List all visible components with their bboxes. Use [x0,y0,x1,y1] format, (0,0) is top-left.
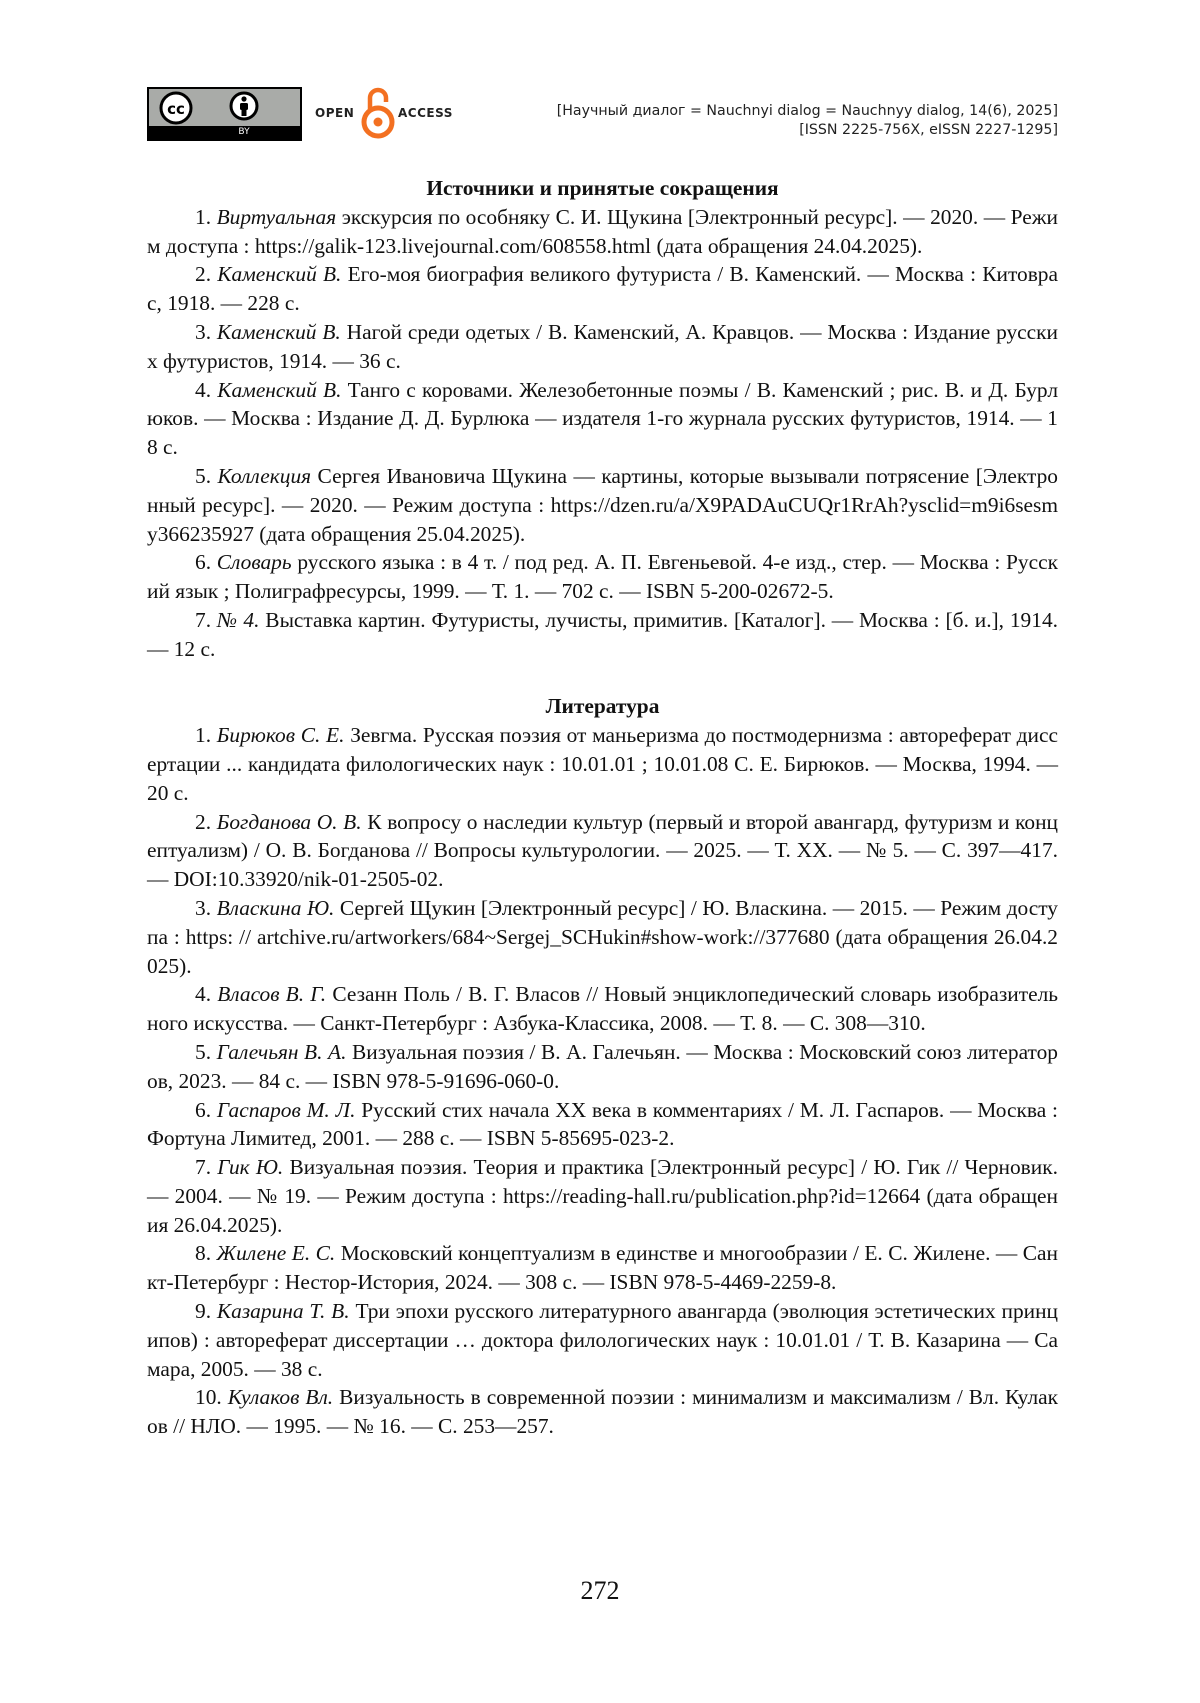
page-number: 272 [580,1576,620,1605]
entry-text: Зевгма. Русская поэзия от маньеризма до постмодернизма : автореферат диссертации ... кандидата филологических наук : 10.01.01 ; 10.01.08 С. Е. Бирюков. — Москва, 1994. — 20 с. [147,723,1058,805]
sources-entry [147,376,1058,462]
sources-list [147,203,1058,664]
cc-by-license-badge[interactable] [147,87,302,141]
sources-entry [147,260,1058,318]
entry-text: Его-моя биография великого футуриста / В. Каменский. — Москва : Китоврас, 1918. — 228 с. [147,262,1058,316]
literature-entry [147,808,1058,894]
open-label: OPEN [315,106,355,120]
main-content [147,174,1058,1441]
entry-number: 1. [195,204,212,229]
entry-number: 2. [195,809,212,834]
entry-author: Галечьян В. А. [216,1039,347,1064]
entry-number: 8. [195,1241,212,1266]
literature-heading: Литература [545,694,660,719]
entry-text: К вопросу о наследии культур (первый и второй авангард, футуризм и концептуализм) / О. В. Богданова // Вопросы культурологии. — 2025. — Т. XX. — № 5. — С. 397—417. — DOI:10.33920/nik-01-2505-02. [147,809,1058,892]
entry-text: Выставка картин. Футуристы, лучисты, примитив. [Каталог]. — Москва : [б. и.], 1914. — 12 с. [147,607,1058,661]
sources-entry [147,548,1058,606]
entry-author: Жилене Е. С. [216,1241,336,1266]
entry-author: Кулаков Вл. [227,1385,334,1410]
literature-entry [147,1153,1058,1239]
literature-entry [147,894,1058,980]
entry-text: Русский стих начала XX века в комментариях / М. Л. Гаспаров. — Москва : Фортуна Лимитед, 2001. — 288 с. — ISBN 5-85695-023-2. [147,1097,1058,1151]
entry-author: Гаспаров М. Л. [216,1097,356,1122]
entry-number: 5. [195,1039,212,1064]
sources-entry [147,462,1058,548]
access-label: ACCESS [398,106,453,120]
entry-number: 1. [195,723,212,748]
literature-entry [147,1239,1058,1297]
license-by-label: BY [238,127,250,137]
entry-text: Танго с коровами. Железобетонные поэмы / В. Каменский ; рис. В. и Д. Бурлюков. — Москва : Издание Д. Д. Бурлюка — издателя 1-го журнала русских футуристов, 1914. — 18 с. [147,377,1058,460]
entry-author: Словарь [216,550,292,575]
entry-number: 4. [195,377,212,402]
entry-number: 7. [195,1155,212,1180]
entry-number: 2. [195,262,212,287]
sources-entry [147,606,1058,664]
entry-text: экскурсия по особняку С. И. Щукина [Электронный ресурс]. — 2020. — Режим доступа : https://galik-123.livejournal.com/608558.html (дата обращения 24.04.2025). [147,204,1058,258]
entry-author: Виртуальная [216,204,337,229]
entry-text: Сергея Ивановича Щукина — картины, которые вызывали потрясение [Электронный ресурс]. — 2020. — Режим доступа : https://dzen.ru/a/X9PADAuCUQr1RrAh?ysclid=m9i6sesmy366235927 (дата обращения 25.04.2025). [147,463,1058,546]
entry-number: 3. [195,895,212,920]
entry-text: Нагой среди одетых / В. Каменский, А. Кравцов. — Москва : Издание русских футуристов, 1914. — 36 с. [147,319,1059,373]
svg-text:cc: cc [167,100,185,118]
literature-list [147,721,1058,1441]
entry-text: Визуальная поэзия. Теория и практика [Электронный ресурс] / Ю. Гик // Черновик. — 2004. — № 19. — Режим доступа : https://reading-hall.ru/publication.php?id=12664 (дата обращения 26.04.2025). [147,1155,1058,1237]
entry-number: 5. [195,463,212,488]
entry-author: Гик Ю. [217,1155,284,1180]
open-access-logo[interactable] [315,86,455,140]
sources-entry [147,318,1058,376]
entry-text: Московский концептуализм в единстве и многообразии / Е. С. Жилене. — Санкт-Петербург : Нестор-История, 2024. — 308 с. — ISBN 978-5-4469-2259-8. [147,1241,1058,1295]
entry-number: 6. [195,1097,212,1122]
entry-author: Богданова О. В. [216,809,362,834]
entry-author: Власов В. Г. [217,982,327,1007]
entry-author: Каменский В. [217,262,342,287]
entry-author: Каменский В. [216,319,341,344]
sources-entry [147,203,1058,261]
journal-issn: [ISSN 2225-756X, eISSN 2227-1295] [799,122,1058,138]
entry-author: Бирюков С. Е. [216,723,345,748]
literature-entry [147,1038,1058,1096]
entry-number: 7. [195,607,212,632]
entry-author: Власкина Ю. [216,895,335,920]
entry-number: 10. [195,1385,222,1410]
entry-number: 4. [195,982,212,1007]
entry-text: Три эпохи русского литературного авангарда (эволюция эстетических принципов) : автореферат диссертации … доктора филологических наук : 10.01.01 / Т. В. Казарина — Самара, 2005. — 38 с. [147,1299,1058,1381]
literature-entry [147,980,1058,1038]
entry-author: № 4. [216,607,260,632]
entry-text: Визуальность в современной поэзии : минимализм и максимализм / Вл. Кулаков // НЛО. — 1995. — № 16. — С. 253—257. [147,1385,1059,1439]
entry-author: Коллекция [217,463,312,488]
sources-heading: Источники и принятые сокращения [426,176,779,200]
license-strip [149,126,300,139]
entry-number: 6. [195,550,212,575]
entry-text: Сергей Щукин [Электронный ресурс] / Ю. Власкина. — 2015. — Режим доступа : https: // artchive.ru/artworkers/684~Sergej_SCHukin#show-work://377680 (дата обращения 26.04.2025). [147,895,1058,978]
entry-author: Казарина Т. В. [216,1299,350,1324]
entry-number: 9. [195,1299,212,1324]
journal-reference [557,102,1058,140]
literature-entry [147,1096,1058,1154]
literature-entry [147,1383,1058,1441]
attribution-person-icon [149,89,300,126]
entry-text: Визуальная поэзия / В. А. Галечьян. — Москва : Московский союз литераторов, 2023. — 84 с. — ISBN 978-5-91696-060-0. [147,1039,1058,1093]
entry-number: 3. [195,319,212,344]
entry-author: Каменский В. [217,377,342,402]
entry-text: Сезанн Поль / В. Г. Власов // Новый энциклопедический словарь изобразительного искусства. — Санкт-Петербург : Азбука-Классика, 2008. — Т. 8. — С. 308—310. [147,982,1059,1036]
entry-text: русского языка : в 4 т. / под ред. А. П. Евгеньевой. 4-е изд., стер. — Москва : Русский язык ; Полиграфресурсы, 1999. — Т. 1. — 702 с. — ISBN 5-200-02672-5. [147,550,1058,604]
literature-entry [147,721,1058,807]
journal-citation: [Научный диалог = Nauchnyi dialog = Nauchnyy dialog, 14(6), 2025] [556,103,1058,119]
open-access-lock-icon [361,86,395,140]
literature-entry [147,1297,1058,1383]
